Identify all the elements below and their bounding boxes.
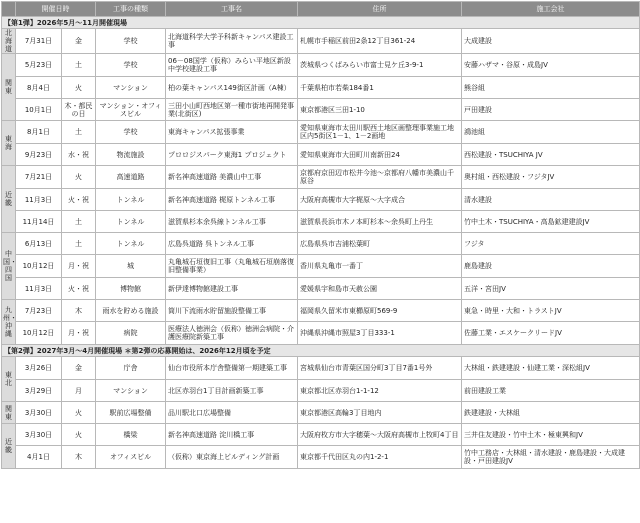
project-name-cell: 丸亀城石垣復旧工事（丸亀城石垣崩落復旧整備事業） [166, 255, 298, 278]
project-name-cell: 広島呉道路 呉トンネル工事 [166, 233, 298, 255]
company-cell: 奥村組・西松建設・フジタJV [462, 166, 640, 189]
address-cell: 茨城県つくばみらい市富士見ケ丘3-9-1 [298, 54, 462, 77]
company-cell: 竹中土木・TSUCHIYA・高島鉱建建設JV [462, 211, 640, 233]
date-cell: 7月31日 [16, 29, 62, 54]
project-name-cell: 北海道科学大学予科新キャンパス建設工事 [166, 29, 298, 54]
weekday-cell: 土 [62, 54, 96, 77]
table-row [2, 99, 640, 121]
project-name-cell: 新名神高速道路 梶原トンネル工事 [166, 189, 298, 211]
company-cell: 戸田建設 [462, 99, 640, 121]
weekday-cell: 水・祝 [62, 144, 96, 166]
address-cell: 愛知県東海市太田川駅西土地区画整理事業施工地区内5街区1－1、1－2画地 [298, 121, 462, 144]
section-header [2, 17, 640, 29]
project-name-cell: 新名神高速道路 淀川橋工事 [166, 424, 298, 446]
company-cell: 熊谷組 [462, 77, 640, 99]
weekday-cell: 火・祝 [62, 278, 96, 300]
company-cell: 鴻池組 [462, 121, 640, 144]
address-cell: 広島県呉市吉浦松葉町 [298, 233, 462, 255]
company-cell: 竹中工務店・大林組・清水建設・鹿島建設・大成建設・戸田建設JV [462, 446, 640, 469]
company-cell: 三井住友建設・竹中土木・極東興和JV [462, 424, 640, 446]
date-cell: 10月12日 [16, 322, 62, 345]
table-row [2, 121, 640, 144]
type-cell: トンネル [96, 189, 166, 211]
section-title: 【第2弾】2027年3月～4月開催現場 ＊第2弾の応募開始は、2026年12月頃を予定 [2, 345, 640, 357]
table-row [2, 357, 640, 380]
table-row [2, 380, 640, 402]
type-cell: 病院 [96, 322, 166, 345]
project-name-cell: 柏の葉キャンパス149街区計画（A棟） [166, 77, 298, 99]
header-address: 住所 [298, 2, 462, 17]
table-row [2, 322, 640, 345]
weekday-cell: 火 [62, 77, 96, 99]
company-cell: フジタ [462, 233, 640, 255]
weekday-cell: 火 [62, 402, 96, 424]
company-cell: 鉄建建設・大林組 [462, 402, 640, 424]
table-row [2, 211, 640, 233]
section-header [2, 345, 640, 357]
weekday-cell: 土 [62, 233, 96, 255]
weekday-cell: 金 [62, 29, 96, 54]
company-cell: 東急・時里・大和・トラストJV [462, 300, 640, 322]
type-cell: 雨水を貯める施設 [96, 300, 166, 322]
date-cell: 3月29日 [16, 380, 62, 402]
type-cell: 学校 [96, 121, 166, 144]
header-date: 開催日時 [16, 2, 96, 17]
table-row [2, 278, 640, 300]
region-cell: 近畿 [2, 166, 16, 233]
date-cell: 8月1日 [16, 121, 62, 144]
weekday-cell: 木 [62, 446, 96, 469]
address-cell: 宮城県仙台市青葉区国分町3丁目7番1号外 [298, 357, 462, 380]
type-cell: オフィスビル [96, 446, 166, 469]
region-cell: 北海道 [2, 29, 16, 54]
address-cell: 大阪府高槻市大字梶原～大字成合 [298, 189, 462, 211]
project-name-cell: プロロジスパーク東海1 プロジェクト [166, 144, 298, 166]
type-cell: マンション [96, 380, 166, 402]
region-cell: 中国・四国 [2, 233, 16, 300]
company-cell: 大成建設 [462, 29, 640, 54]
weekday-cell: 月・祝 [62, 322, 96, 345]
type-cell: トンネル [96, 233, 166, 255]
type-cell: マンション・オフィスビル [96, 99, 166, 121]
address-cell: 札幌市手稲区前田2条12丁目361-24 [298, 29, 462, 54]
address-cell: 沖縄県沖縄市照屋3丁目333-1 [298, 322, 462, 345]
weekday-cell: 木 [62, 300, 96, 322]
region-cell: 近畿 [2, 424, 16, 469]
table-row [2, 77, 640, 99]
date-cell: 7月21日 [16, 166, 62, 189]
date-cell: 11月3日 [16, 189, 62, 211]
address-cell: 愛媛県宇和島市天赦公園 [298, 278, 462, 300]
address-cell: 福岡県久留米市東櫛原町569-9 [298, 300, 462, 322]
table-row [2, 255, 640, 278]
address-cell: 香川県丸亀市一番丁 [298, 255, 462, 278]
type-cell: 学校 [96, 54, 166, 77]
weekday-cell: 月 [62, 380, 96, 402]
type-cell: 学校 [96, 29, 166, 54]
type-cell: トンネル [96, 211, 166, 233]
weekday-cell: 土 [62, 211, 96, 233]
project-name-cell: 06－08国学（仮称）みらい平地区新設中学校建設工事 [166, 54, 298, 77]
project-name-cell: 新名神高速道路 美濃山中工事 [166, 166, 298, 189]
section-title: 【第1弾】2026年5月～11月開催現場 [2, 17, 640, 29]
project-name-cell: 三田小山町西地区第一種市街地再開発事業(北街区) [166, 99, 298, 121]
header-row [2, 2, 640, 17]
type-cell: 物流施設 [96, 144, 166, 166]
company-cell: 西松建設・TSUCHIYA JV [462, 144, 640, 166]
address-cell: 大阪府枚方市大字穂葉～大阪府高槻市上牧町4丁目 [298, 424, 462, 446]
site-table [1, 1, 640, 469]
date-cell: 10月1日 [16, 99, 62, 121]
header-region [2, 2, 16, 17]
date-cell: 3月26日 [16, 357, 62, 380]
date-cell: 8月4日 [16, 77, 62, 99]
project-name-cell: （仮称）東京海上ビルディング計画 [166, 446, 298, 469]
type-cell: 高速道路 [96, 166, 166, 189]
table-row [2, 233, 640, 255]
region-cell: 東北 [2, 357, 16, 402]
weekday-cell: 火 [62, 166, 96, 189]
table-row [2, 144, 640, 166]
address-cell: 東京都千代田区丸の内1-2-1 [298, 446, 462, 469]
type-cell: マンション [96, 77, 166, 99]
region-cell: 九州・沖縄 [2, 300, 16, 345]
type-cell: 庁舎 [96, 357, 166, 380]
date-cell: 11月3日 [16, 278, 62, 300]
weekday-cell: 木・都民の日 [62, 99, 96, 121]
date-cell: 10月12日 [16, 255, 62, 278]
company-cell: 佐藤工業・エスケークリードJV [462, 322, 640, 345]
address-cell: 東京都港区高輪3丁目地内 [298, 402, 462, 424]
type-cell: 博物館 [96, 278, 166, 300]
date-cell: 6月13日 [16, 233, 62, 255]
date-cell: 9月23日 [16, 144, 62, 166]
region-cell: 関東 [2, 54, 16, 121]
address-cell: 東京都北区赤羽台1-1-12 [298, 380, 462, 402]
project-name-cell: 新伊達博物館建設工事 [166, 278, 298, 300]
address-cell: 東京都港区三田1-10 [298, 99, 462, 121]
weekday-cell: 金 [62, 357, 96, 380]
project-name-cell: 医療法人徳洲会（仮称）徳洲会病院・介護医療院新築工事 [166, 322, 298, 345]
header-company: 施工会社 [462, 2, 640, 17]
header-name: 工事名 [166, 2, 298, 17]
table-row [2, 189, 640, 211]
company-cell: 清水建設 [462, 189, 640, 211]
table-row [2, 424, 640, 446]
project-name-cell: 筒川下流雨水貯留施設整備工事 [166, 300, 298, 322]
date-cell: 5月23日 [16, 54, 62, 77]
company-cell: 五洋・宮田JV [462, 278, 640, 300]
weekday-cell: 土 [62, 121, 96, 144]
region-cell: 東海 [2, 121, 16, 166]
type-cell: 城 [96, 255, 166, 278]
address-cell: 京都府京田辺市松井今池～京都府八幡市美濃山千原谷 [298, 166, 462, 189]
company-cell: 前田建設工業 [462, 380, 640, 402]
project-name-cell: 東海キャンパス拡張事業 [166, 121, 298, 144]
address-cell: 愛知県東海市大田町川南新田24 [298, 144, 462, 166]
date-cell: 3月30日 [16, 402, 62, 424]
header-type: 工事の種類 [96, 2, 166, 17]
table-row [2, 402, 640, 424]
address-cell: 千葉県柏市若柴184番1 [298, 77, 462, 99]
type-cell: 駅前広場整備 [96, 402, 166, 424]
table-row [2, 166, 640, 189]
date-cell: 11月14日 [16, 211, 62, 233]
table-row [2, 300, 640, 322]
project-name-cell: 品川駅北口広場整備 [166, 402, 298, 424]
address-cell: 滋賀県長浜市木ノ本町杉本～余呉町上丹生 [298, 211, 462, 233]
company-cell: 安藤ハザマ・谷原・成島JV [462, 54, 640, 77]
project-name-cell: 北区赤羽台1丁目計画新築工事 [166, 380, 298, 402]
table-row [2, 54, 640, 77]
weekday-cell: 火・祝 [62, 189, 96, 211]
weekday-cell: 月・祝 [62, 255, 96, 278]
type-cell: 橋梁 [96, 424, 166, 446]
weekday-cell: 火 [62, 424, 96, 446]
date-cell: 7月23日 [16, 300, 62, 322]
region-cell: 関東 [2, 402, 16, 424]
date-cell: 4月1日 [16, 446, 62, 469]
table-row [2, 29, 640, 54]
table-row [2, 446, 640, 469]
project-name-cell: 仙台市役所本庁舎整備第一期建築工事 [166, 357, 298, 380]
date-cell: 3月30日 [16, 424, 62, 446]
company-cell: 鹿島建設 [462, 255, 640, 278]
project-name-cell: 滋賀県杉本余呉線トンネル工事 [166, 211, 298, 233]
company-cell: 大林組・鉄建建設・仙建工業・深松組JV [462, 357, 640, 380]
